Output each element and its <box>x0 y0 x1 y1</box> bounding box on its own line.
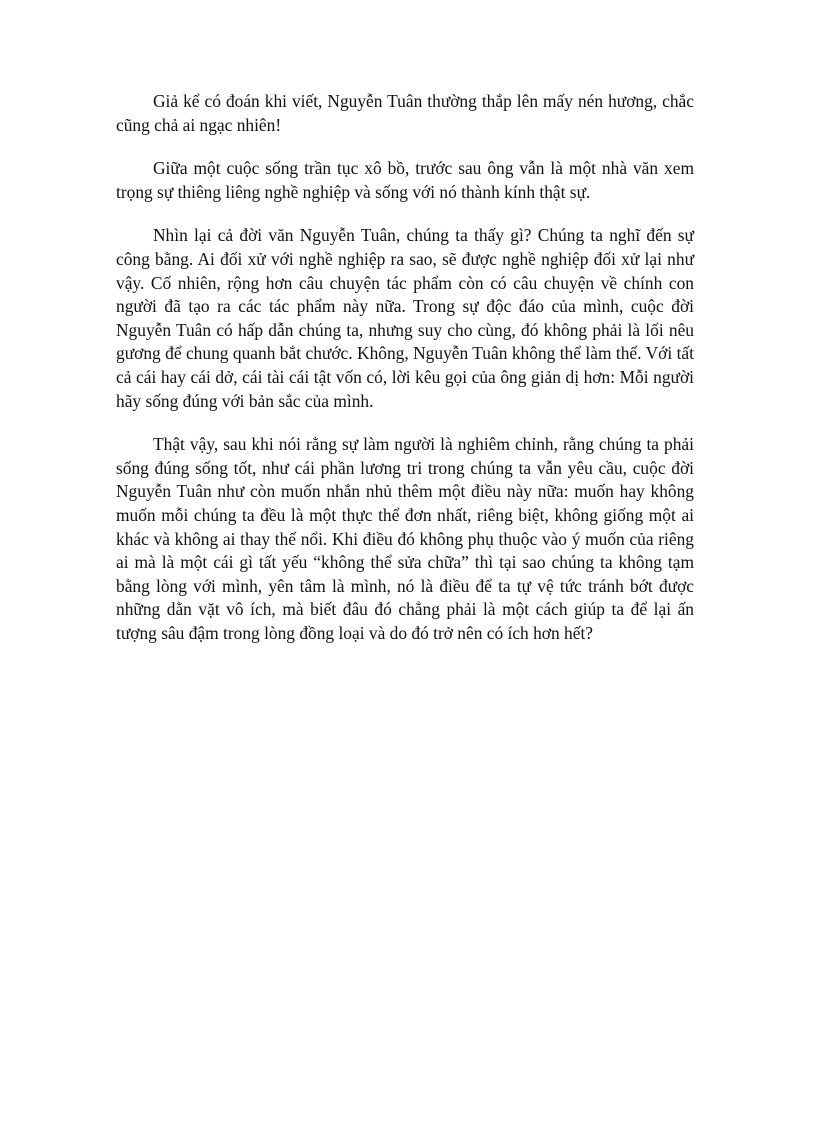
paragraph-4: Thật vậy, sau khi nói rằng sự làm người là nghiêm chỉnh, rằng chúng ta phải sống đúng sống tốt, như cái phần lương tri trong chúng ta vẫn yêu cầu, cuộc đời Nguyễn Tuân như còn muốn nhắn nhủ thêm một điều này nữa: muốn hay không muốn mỗi chúng ta đều là một thực thể đơn nhất, riêng biệt, không giống một ai khác và không ai thay thế nổi. Khi điều đó không phụ thuộc vào ý muốn của riêng ai mà là một cái gì tất yếu “không thể sửa chữa” thì tại sao chúng ta không tạm bằng lòng với mình, yên tâm là mình, nó là điều để ta tự vệ tức tránh bớt được những dằn vặt vô ích, mà biết đâu đó chẳng phải là một cách giúp ta để lại ấn tượng sâu đậm trong lòng đồng loại và do đó trở nên có ích hơn hết? <box>116 434 694 643</box>
paragraph-3: Nhìn lại cả đời văn Nguyễn Tuân, chúng ta thấy gì? Chúng ta nghĩ đến sự công bằng. Ai đối xử với nghề nghiệp ra sao, sẽ được nghề nghiệp đối xử lại như vậy. Cố nhiên, rộng hơn câu chuyện tác phẩm còn có câu chuyện về chính con người đã tạo ra các tác phẩm này nữa. Trong sự độc đáo của mình, cuộc đời Nguyễn Tuân có hấp dẫn chúng ta, nhưng suy cho cùng, đó không phải là lối nêu gương để chung quanh bắt chước. Không, Nguyễn Tuân không thể làm thế. Với tất cả cái hay cái dở, cái tài cái tật vốn có, lời kêu gọi của ông giản dị hơn: Mỗi người hãy sống đúng với bản sắc của mình. <box>116 225 694 411</box>
document-body <box>116 90 694 665</box>
paragraph-1: Giả kể có đoán khi viết, Nguyễn Tuân thường thắp lên mấy nén hương, chắc cũng chả ai ngạc nhiên! <box>116 91 694 135</box>
paragraph-2: Giữa một cuộc sống trần tục xô bồ, trước sau ông vẫn là một nhà văn xem trọng sự thiêng liêng nghề nghiệp và sống với nó thành kính thật sự. <box>116 158 694 202</box>
